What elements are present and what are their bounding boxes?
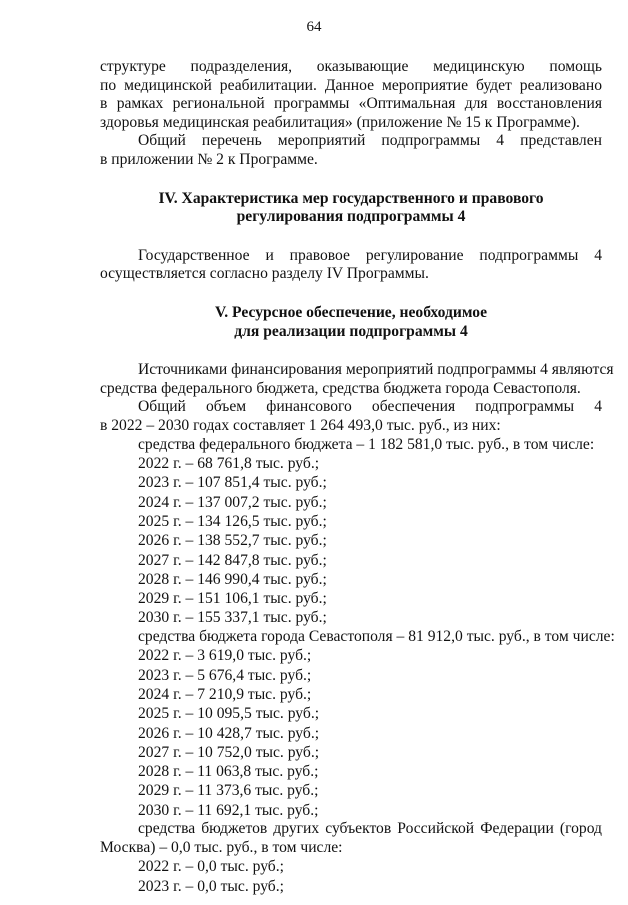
list-item: 2025 г. – 134 126,5 тыс. руб.; [138, 512, 327, 530]
list-item: 2022 г. – 68 761,8 тыс. руб.; [138, 455, 320, 473]
paragraph-line: в приложении № 2 к Программе. [100, 150, 318, 168]
heading-line: IV. Характеристика мер государственного и правового [158, 189, 544, 207]
list-item: 2022 г. – 0,0 тыс. руб.; [138, 858, 284, 876]
paragraph-line: Общий объем финансового обеспечения подпрограммы 4 [138, 398, 602, 416]
paragraph-line: Общий перечень мероприятий подпрограммы 4 представлен [138, 132, 602, 150]
paragraph-line: в рамках региональной программы «Оптимальная для восстановления [100, 95, 602, 113]
list-item: 2028 г. – 146 990,4 тыс. руб.; [138, 570, 327, 588]
list-item: 2023 г. – 0,0 тыс. руб.; [138, 877, 284, 895]
list-item: 2022 г. – 3 619,0 тыс. руб.; [138, 647, 312, 665]
document-body [100, 58, 615, 896]
list-item: 2027 г. – 142 847,8 тыс. руб.; [138, 551, 327, 569]
paragraph-line: осуществляется согласно разделу IV Программы. [100, 265, 429, 283]
list-item: 2023 г. – 5 676,4 тыс. руб.; [138, 666, 312, 684]
city-budget-intro: средства бюджета города Севастополя – 81 912,0 тыс. руб., в том числе: [138, 627, 615, 645]
paragraph-line: Источниками финансирования мероприятий подпрограммы 4 являются [138, 361, 614, 379]
paragraph-regulation [100, 247, 602, 284]
list-item: 2029 г. – 151 106,1 тыс. руб.; [138, 590, 327, 608]
page-number: 64 [306, 19, 322, 35]
paragraph-line: по медицинской реабилитации. Данное мероприятие будет реализовано [100, 76, 602, 94]
paragraph-line: здоровья медицинская реабилитация» (приложение № 15 к Программе). [100, 113, 580, 131]
paragraph-rehabilitation [100, 58, 602, 132]
heading-line: для реализации подпрограммы 4 [234, 322, 468, 340]
paragraph-line: средства федерального бюджета, средства бюджета города Севастополя. [100, 379, 581, 397]
paragraph-funding-sources [100, 361, 614, 398]
section-heading-5 [100, 304, 602, 341]
list-item: 2025 г. – 10 095,5 тыс. руб.; [138, 705, 320, 723]
list-item: 2028 г. – 11 063,8 тыс. руб.; [138, 763, 319, 781]
other-budgets-section [100, 820, 602, 896]
paragraph-total-funding [100, 398, 602, 435]
federal-budget-section [100, 436, 602, 628]
list-item: 2023 г. – 107 851,4 тыс. руб.; [138, 474, 327, 492]
list-item: 2024 г. – 7 210,9 тыс. руб.; [138, 685, 312, 703]
other-budgets-intro: средства бюджетов других субъектов Российской Федерации (город [138, 820, 602, 838]
federal-budget-intro: средства федерального бюджета – 1 182 581,0 тыс. руб., в том числе: [138, 435, 595, 453]
heading-line: V. Ресурсное обеспечение, необходимое [215, 303, 487, 321]
paragraph-line: в 2022 – 2030 годах составляет 1 264 493,0 тыс. руб., из них: [100, 416, 501, 434]
list-item: 2030 г. – 11 692,1 тыс. руб.; [138, 801, 319, 819]
list-item: 2029 г. – 11 373,6 тыс. руб.; [138, 782, 319, 800]
other-budgets-intro: Москва) – 0,0 тыс. руб., в том числе: [100, 838, 343, 856]
list-item: 2026 г. – 138 552,7 тыс. руб.; [138, 532, 327, 550]
heading-line: регулирования подпрограммы 4 [236, 208, 466, 226]
paragraph-line: структуре подразделения, оказывающие медицинскую помощь [100, 58, 602, 75]
list-item: 2026 г. – 10 428,7 тыс. руб.; [138, 724, 320, 742]
list-item: 2030 г. – 155 337,1 тыс. руб.; [138, 609, 327, 627]
section-heading-4 [100, 190, 602, 227]
paragraph-line: Государственное и правовое регулирование подпрограммы 4 [138, 246, 602, 264]
list-item: 2024 г. – 137 007,2 тыс. руб.; [138, 493, 327, 511]
paragraph-activities-list [100, 132, 602, 169]
city-budget-section [100, 627, 615, 820]
list-item: 2027 г. – 10 752,0 тыс. руб.; [138, 743, 320, 761]
